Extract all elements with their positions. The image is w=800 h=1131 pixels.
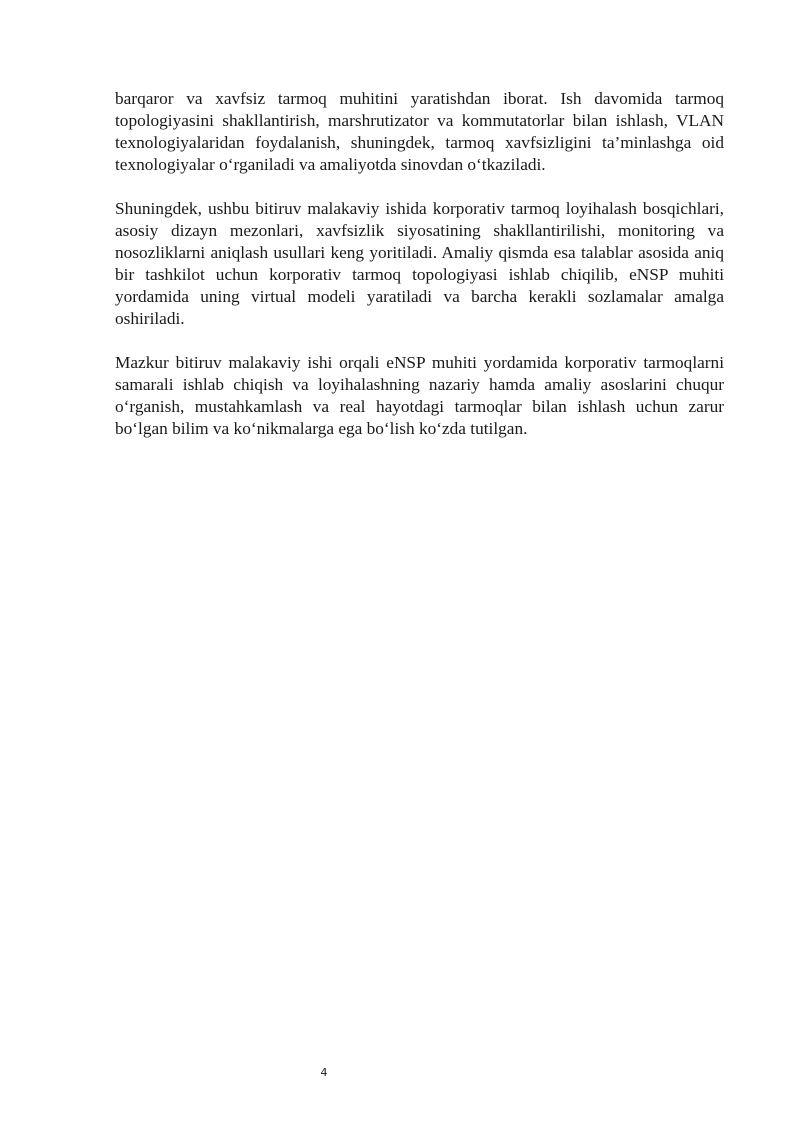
paragraph-1: barqaror va xavfsiz tarmoq muhitini yaratishdan iborat. Ish davomida tarmoq topologiyasini shakllantirish, marshrutizator va kommutatorlar bilan ishlash, VLAN texnologiyalaridan foydalanish, shuningdek, tarmoq xavfsizligini ta’minlashga oid texnologiyalar o‘rganiladi va amaliyotda sinovdan o‘tkaziladi. (115, 89, 724, 174)
page-number: 4 (320, 1066, 328, 1079)
paragraph-2: Shuningdek, ushbu bitiruv malakaviy ishida korporativ tarmoq loyihalash bosqichlari, asosiy dizayn mezonlari, xavfsizlik siyosatining shakllantirilishi, monitoring va nosozliklarni aniqlash usullari keng yoritiladi. Amaliy qismda esa talablar asosida aniq bir tashkilot uchun korporativ tarmoq topologiyasi ishlab chiqilib, eNSP muhiti yordamida uning virtual modeli yaratiladi va barcha kerakli sozlamalar amalga oshiriladi. (115, 199, 724, 328)
paragraph-3: Mazkur bitiruv malakaviy ishi orqali eNSP muhiti yordamida korporativ tarmoqlarni samarali ishlab chiqish va loyihalashning nazariy hamda amaliy asoslarini chuqur o‘rganish, mustahkamlash va real hayotdagi tarmoqlar bilan ishlash uchun zarur bo‘lgan bilim va ko‘nikmalarga ega bo‘lish ko‘zda tutilgan. (115, 353, 724, 438)
page-body (115, 88, 724, 462)
